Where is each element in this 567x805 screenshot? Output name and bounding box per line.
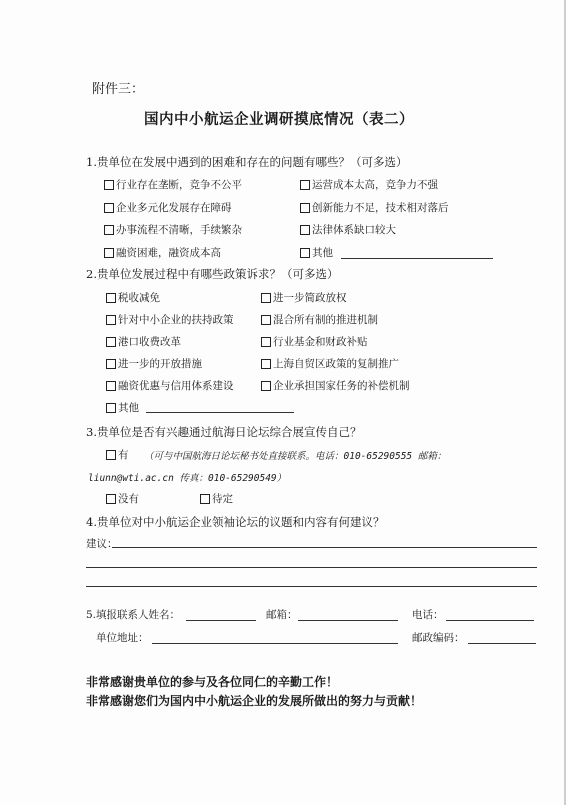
checkbox-icon[interactable] <box>106 315 116 325</box>
q2-option[interactable]: 进一步的开放措施 <box>106 356 202 371</box>
checkbox-icon[interactable] <box>104 225 114 235</box>
q3-contact-note: liunn@wti.ac.cn 传真：010-65290549） <box>88 473 287 484</box>
checkbox-icon[interactable] <box>106 359 116 369</box>
q5-email-field[interactable] <box>298 620 398 621</box>
page-edge-divider <box>564 0 566 805</box>
q5-name-field[interactable] <box>186 620 256 621</box>
checkbox-icon[interactable] <box>106 337 116 347</box>
checkbox-icon[interactable] <box>300 225 310 235</box>
q2-option[interactable]: 混合所有制的推进机制 <box>261 312 378 327</box>
thanks-line: 非常感谢您们为国内中小航运企业的发展所做出的努力与贡献！ <box>86 694 423 708</box>
q3-contact-note: （可与中国航海日论坛秘书处直接联系。电话：010-65290555 邮箱： <box>144 451 447 462</box>
q2-option-other[interactable]: 其他 <box>106 400 139 415</box>
page-title: 国内中小航运企业调研摸底情况（表二） <box>144 112 414 128</box>
checkbox-icon[interactable] <box>261 381 271 391</box>
attachment-label: 附件三： <box>92 82 145 97</box>
q2-option[interactable]: 进一步简政放权 <box>261 290 347 305</box>
q3-option-yes[interactable]: 有 <box>106 447 129 462</box>
checkbox-icon[interactable] <box>300 180 310 190</box>
q1-option[interactable]: 运营成本太高，竞争力不强 <box>300 177 438 192</box>
q1-option-other[interactable]: 其他 <box>300 245 333 260</box>
checkbox-icon[interactable] <box>106 293 116 303</box>
q5-postcode-label: 邮政编码： <box>412 632 465 644</box>
q3-question: 3.贵单位是否有兴趣通过航海日论坛综合展宣传自己？ <box>86 425 362 439</box>
checkbox-icon[interactable] <box>261 337 271 347</box>
checkbox-icon[interactable] <box>104 248 114 258</box>
q5-address-label: 单位地址： <box>96 632 149 644</box>
q2-option[interactable]: 港口收费改革 <box>106 334 181 349</box>
q1-option[interactable]: 企业多元化发展存在障碍 <box>104 200 232 215</box>
checkbox-icon[interactable] <box>104 203 114 213</box>
q2-other-field[interactable] <box>146 412 294 413</box>
q2-question: 2.贵单位发展过程中有哪些政策诉求？（可多选） <box>86 267 339 281</box>
q4-suggest-label: 建议： <box>86 538 118 550</box>
q2-option[interactable]: 针对中小企业的扶持政策 <box>106 312 234 327</box>
q4-question: 4.贵单位对中小航运企业领袖论坛的议题和内容有何建议？ <box>86 515 385 529</box>
q1-option[interactable]: 行业存在垄断，竞争不公平 <box>104 177 242 192</box>
checkbox-icon[interactable] <box>106 494 116 504</box>
q2-option[interactable]: 税收减免 <box>106 290 160 305</box>
q2-option[interactable]: 行业基金和财政补贴 <box>261 334 368 349</box>
checkbox-icon[interactable] <box>261 315 271 325</box>
q5-address-field[interactable] <box>152 643 398 644</box>
q5-postcode-field[interactable] <box>468 643 536 644</box>
q5-name-label: 5.填报联系人姓名： <box>86 609 181 621</box>
q4-suggest-field[interactable] <box>112 547 537 548</box>
checkbox-icon[interactable] <box>200 494 210 504</box>
q2-option[interactable]: 上海自贸区政策的复制推广 <box>261 356 399 371</box>
q1-question: 1.贵单位在发展中遇到的困难和存在的问题有哪些？（可多选） <box>86 155 408 169</box>
checkbox-icon[interactable] <box>106 450 116 460</box>
q1-option[interactable]: 法律体系缺口较大 <box>300 222 396 237</box>
q2-option[interactable]: 企业承担国家任务的补偿机制 <box>261 378 410 393</box>
checkbox-icon[interactable] <box>300 203 310 213</box>
checkbox-icon[interactable] <box>104 180 114 190</box>
q1-option[interactable]: 创新能力不足，技术相对落后 <box>300 200 449 215</box>
q5-email-label: 邮箱： <box>266 609 298 621</box>
checkbox-icon[interactable] <box>261 359 271 369</box>
q4-suggest-field[interactable] <box>86 586 537 587</box>
q5-phone-label: 电话： <box>412 609 444 621</box>
checkbox-icon[interactable] <box>106 381 116 391</box>
q1-option[interactable]: 融资困难，融资成本高 <box>104 245 221 260</box>
thanks-line: 非常感谢贵单位的参与及各位同仁的辛勤工作！ <box>86 675 339 689</box>
checkbox-icon[interactable] <box>261 293 271 303</box>
q1-option[interactable]: 办事流程不清晰，手续繁杂 <box>104 222 242 237</box>
checkbox-icon[interactable] <box>300 248 310 258</box>
q2-option[interactable]: 融资优惠与信用体系建设 <box>106 378 234 393</box>
q1-other-field[interactable] <box>341 258 493 259</box>
q3-option-pending[interactable]: 待定 <box>200 491 233 506</box>
q3-option-no[interactable]: 没有 <box>106 491 139 506</box>
q5-phone-field[interactable] <box>446 620 534 621</box>
checkbox-icon[interactable] <box>106 403 116 413</box>
q4-suggest-field[interactable] <box>86 567 537 568</box>
